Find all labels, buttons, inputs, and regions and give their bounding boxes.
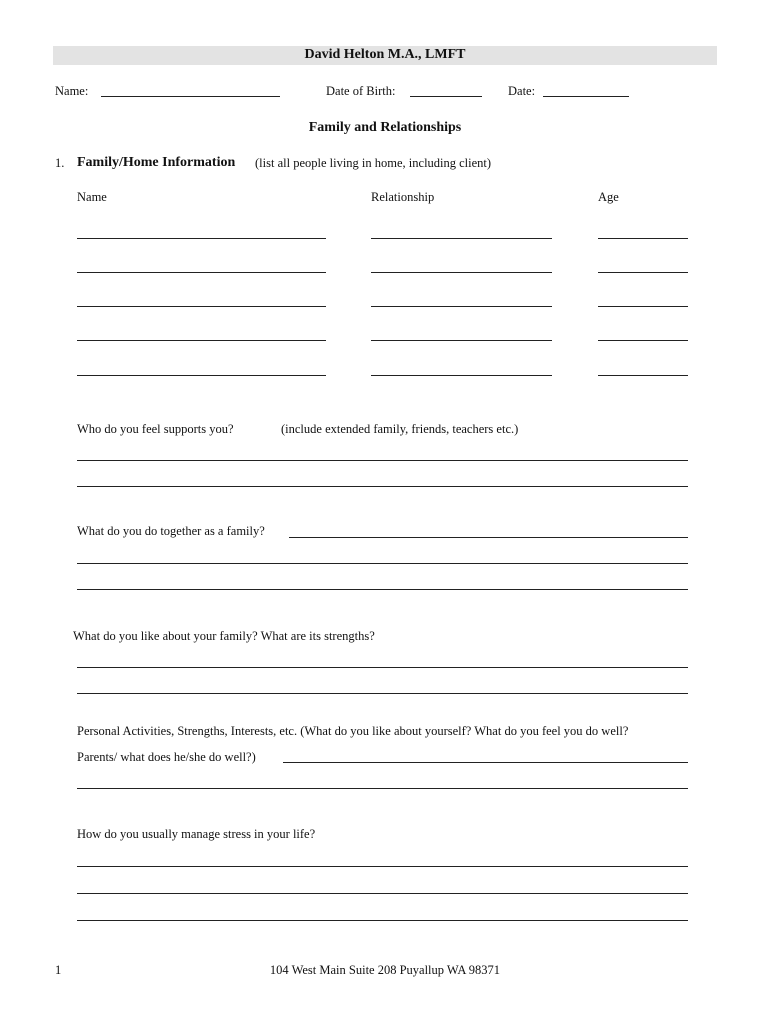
supports-answer-line[interactable] bbox=[77, 460, 688, 461]
together-answer-line[interactable] bbox=[289, 537, 688, 538]
household-age-field[interactable] bbox=[598, 238, 688, 239]
personal-answer-line[interactable] bbox=[77, 788, 688, 789]
together-question: What do you do together as a family? bbox=[77, 524, 265, 538]
supports-note: (include extended family, friends, teachers etc.) bbox=[281, 422, 519, 436]
stress-answer-line[interactable] bbox=[77, 893, 688, 894]
like-family-question: What do you like about your family? What are its strengths? bbox=[73, 629, 375, 643]
name-field[interactable] bbox=[101, 96, 280, 97]
family-info-heading: Family/Home Information bbox=[77, 155, 236, 170]
section-title: Family and Relationships bbox=[308, 120, 462, 135]
household-relationship-field[interactable] bbox=[371, 238, 552, 239]
household-relationship-field[interactable] bbox=[371, 272, 552, 273]
dob-field[interactable] bbox=[410, 96, 482, 97]
footer-address: 104 West Main Suite 208 Puyallup WA 98371 bbox=[269, 963, 501, 977]
column-header-name: Name bbox=[77, 190, 107, 204]
household-name-field[interactable] bbox=[77, 272, 326, 273]
column-header-relationship: Relationship bbox=[371, 190, 435, 204]
household-age-field[interactable] bbox=[598, 375, 688, 376]
like-family-answer-line[interactable] bbox=[77, 667, 688, 668]
supports-question: Who do you feel supports you? bbox=[77, 422, 234, 436]
family-info-note: (list all people living in home, including client) bbox=[255, 156, 492, 170]
household-age-field[interactable] bbox=[598, 340, 688, 341]
personal-question-line2: Parents/ what does he/she do well?) bbox=[77, 750, 256, 764]
date-field[interactable] bbox=[543, 96, 629, 97]
household-name-field[interactable] bbox=[77, 340, 326, 341]
household-age-field[interactable] bbox=[598, 272, 688, 273]
stress-answer-line[interactable] bbox=[77, 920, 688, 921]
stress-answer-line[interactable] bbox=[77, 866, 688, 867]
together-answer-line[interactable] bbox=[77, 563, 688, 564]
name-label: Name: bbox=[55, 84, 89, 98]
column-header-age: Age bbox=[598, 190, 619, 204]
section-number: 1. bbox=[55, 156, 65, 170]
household-relationship-field[interactable] bbox=[371, 375, 552, 376]
household-relationship-field[interactable] bbox=[371, 306, 552, 307]
supports-answer-line[interactable] bbox=[77, 486, 688, 487]
dob-label: Date of Birth: bbox=[326, 84, 396, 98]
like-family-answer-line[interactable] bbox=[77, 693, 688, 694]
personal-question-line1: Personal Activities, Strengths, Interests, etc. (What do you like about yourself? What do you feel you do well? bbox=[77, 724, 629, 738]
household-age-field[interactable] bbox=[598, 306, 688, 307]
household-relationship-field[interactable] bbox=[371, 340, 552, 341]
stress-question: How do you usually manage stress in your life? bbox=[77, 827, 316, 841]
page-title: David Helton M.A., LMFT bbox=[304, 47, 466, 62]
household-name-field[interactable] bbox=[77, 375, 326, 376]
household-name-field[interactable] bbox=[77, 238, 326, 239]
household-name-field[interactable] bbox=[77, 306, 326, 307]
personal-answer-line[interactable] bbox=[283, 762, 688, 763]
date-label: Date: bbox=[508, 84, 536, 98]
together-answer-line[interactable] bbox=[77, 589, 688, 590]
page-number: 1 bbox=[55, 963, 62, 977]
